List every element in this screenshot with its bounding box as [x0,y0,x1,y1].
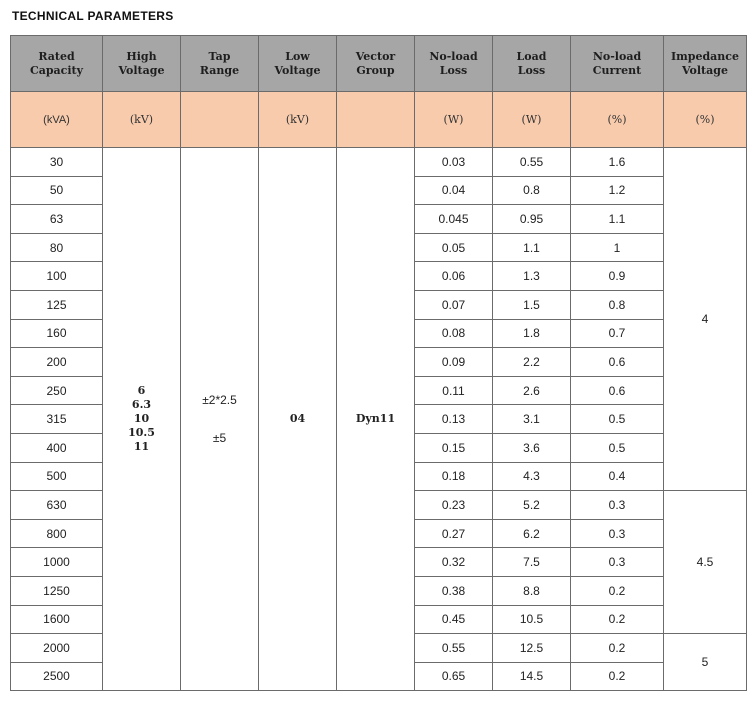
cell-no-load-loss: 0.65 [415,662,493,691]
cell-load-loss: 3.6 [493,433,571,462]
cell-no-load-current: 0.6 [571,348,664,377]
cell-rated-capacity: 160 [11,319,103,348]
cell-no-load-loss: 0.11 [415,376,493,405]
unit-no-load-current: (%) [571,92,664,148]
cell-high-voltage [103,148,181,691]
cell-load-loss: 10.5 [493,605,571,634]
cell-no-load-current: 1.6 [571,148,664,177]
unit-load-loss: (W) [493,92,571,148]
cell-no-load-loss: 0.45 [415,605,493,634]
cell-load-loss: 8.8 [493,576,571,605]
cell-rated-capacity: 250 [11,376,103,405]
high-voltage-value: 10.5 [128,426,155,440]
cell-no-load-current: 0.5 [571,433,664,462]
high-voltage-value: 6 [137,384,146,398]
cell-load-loss: 5.2 [493,491,571,520]
cell-no-load-current: 1 [571,233,664,262]
cell-load-loss: 0.95 [493,205,571,234]
cell-load-loss: 14.5 [493,662,571,691]
cell-no-load-current: 1.2 [571,176,664,205]
header-high-voltage: High Voltage [103,36,181,92]
high-voltage-value: 11 [133,440,150,454]
cell-impedance-voltage: 4 [664,148,747,491]
cell-rated-capacity: 2500 [11,662,103,691]
header-row [11,36,747,92]
cell-rated-capacity: 800 [11,519,103,548]
cell-no-load-current: 0.4 [571,462,664,491]
cell-rated-capacity: 125 [11,290,103,319]
high-voltage-value: 6.3 [131,398,152,412]
cell-rated-capacity: 80 [11,233,103,262]
cell-no-load-current: 0.3 [571,548,664,577]
cell-no-load-loss: 0.38 [415,576,493,605]
cell-tap-range [181,148,259,691]
header-vector-group: Vector Group [337,36,415,92]
cell-no-load-loss: 0.08 [415,319,493,348]
unit-high-voltage: (kV) [103,92,181,148]
cell-load-loss: 7.5 [493,548,571,577]
cell-no-load-loss: 0.06 [415,262,493,291]
cell-no-load-loss: 0.045 [415,205,493,234]
cell-rated-capacity: 2000 [11,634,103,663]
cell-rated-capacity: 63 [11,205,103,234]
unit-impedance-voltage: (%) [664,92,747,148]
cell-rated-capacity: 30 [11,148,103,177]
page-title: TECHNICAL PARAMETERS [12,9,174,23]
cell-load-loss: 3.1 [493,405,571,434]
table-body [11,148,747,691]
cell-no-load-loss: 0.05 [415,233,493,262]
cell-impedance-voltage: 5 [664,634,747,691]
header-rated-capacity: Rated Capacity [11,36,103,92]
cell-load-loss: 2.6 [493,376,571,405]
technical-parameters-table [10,35,747,691]
header-impedance-voltage: Impedance Voltage [664,36,747,92]
cell-rated-capacity: 500 [11,462,103,491]
cell-no-load-current: 0.3 [571,519,664,548]
cell-no-load-current: 0.5 [571,405,664,434]
high-voltage-value: 10 [133,412,150,426]
cell-load-loss: 2.2 [493,348,571,377]
cell-impedance-voltage: 4.5 [664,491,747,634]
cell-rated-capacity: 50 [11,176,103,205]
unit-vector-group [337,92,415,148]
unit-rated-capacity: (kVA) [11,92,103,148]
cell-no-load-current: 0.2 [571,662,664,691]
cell-no-load-loss: 0.18 [415,462,493,491]
cell-no-load-current: 0.6 [571,376,664,405]
cell-rated-capacity: 315 [11,405,103,434]
cell-load-loss: 4.3 [493,462,571,491]
cell-no-load-current: 0.2 [571,634,664,663]
cell-no-load-loss: 0.23 [415,491,493,520]
cell-rated-capacity: 200 [11,348,103,377]
cell-load-loss: 1.1 [493,233,571,262]
cell-rated-capacity: 1250 [11,576,103,605]
cell-no-load-loss: 0.07 [415,290,493,319]
cell-no-load-loss: 0.03 [415,148,493,177]
header-tap-range: Tap Range [181,36,259,92]
cell-no-load-current: 0.2 [571,576,664,605]
tap-range-value: ±2*2.5 [202,393,237,408]
header-load-loss: Load Loss [493,36,571,92]
cell-load-loss: 0.8 [493,176,571,205]
cell-rated-capacity: 1600 [11,605,103,634]
cell-no-load-current: 0.3 [571,491,664,520]
cell-no-load-current: 0.9 [571,262,664,291]
cell-rated-capacity: 400 [11,433,103,462]
cell-no-load-loss: 0.15 [415,433,493,462]
cell-no-load-current: 0.2 [571,605,664,634]
cell-load-loss: 1.3 [493,262,571,291]
unit-tap-range [181,92,259,148]
header-no-load-loss: No-load Loss [415,36,493,92]
unit-no-load-loss: (W) [415,92,493,148]
cell-no-load-current: 1.1 [571,205,664,234]
cell-rated-capacity: 1000 [11,548,103,577]
table-row [11,148,747,177]
unit-row [11,92,747,148]
cell-load-loss: 0.55 [493,148,571,177]
cell-no-load-current: 0.8 [571,290,664,319]
cell-no-load-loss: 0.04 [415,176,493,205]
cell-load-loss: 1.5 [493,290,571,319]
cell-no-load-loss: 0.32 [415,548,493,577]
cell-rated-capacity: 100 [11,262,103,291]
header-low-voltage: Low Voltage [259,36,337,92]
cell-load-loss: 12.5 [493,634,571,663]
cell-no-load-current: 0.7 [571,319,664,348]
cell-no-load-loss: 0.09 [415,348,493,377]
cell-low-voltage: 04 [259,148,337,691]
tap-range-value: ±5 [212,431,227,446]
cell-load-loss: 6.2 [493,519,571,548]
cell-rated-capacity: 630 [11,491,103,520]
cell-no-load-loss: 0.55 [415,634,493,663]
cell-load-loss: 1.8 [493,319,571,348]
unit-low-voltage: (kV) [259,92,337,148]
cell-no-load-loss: 0.27 [415,519,493,548]
header-no-load-current: No-load Current [571,36,664,92]
cell-vector-group: Dyn11 [337,148,415,691]
cell-no-load-loss: 0.13 [415,405,493,434]
